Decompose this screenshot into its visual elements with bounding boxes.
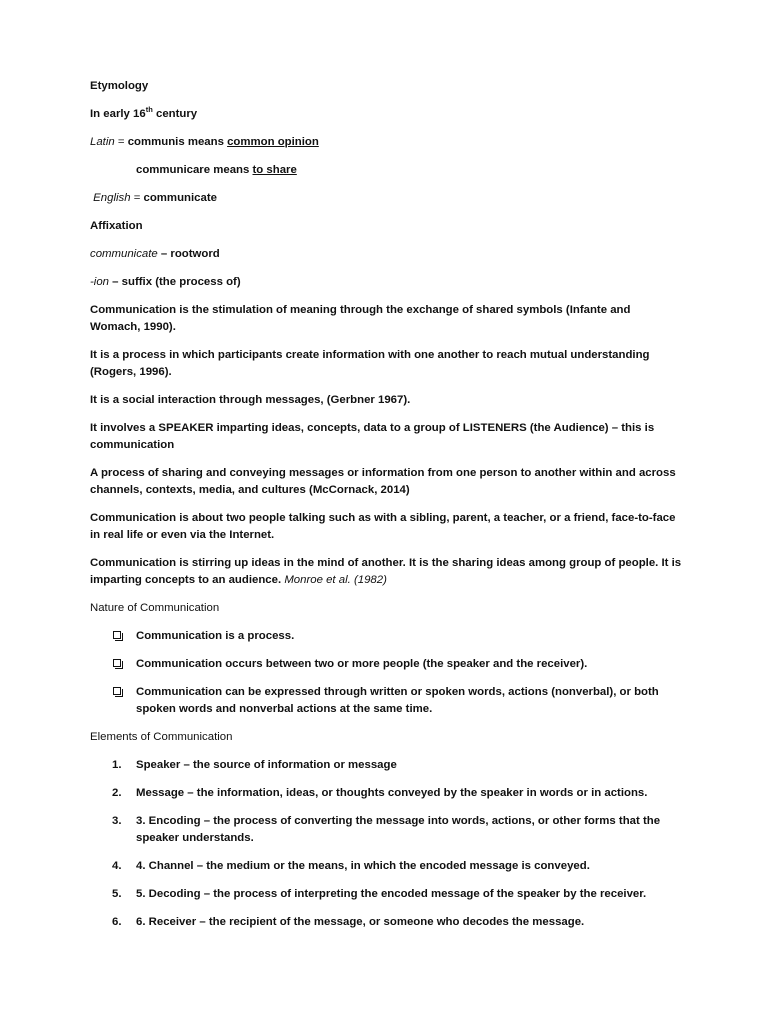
definition-2: It is a process in which participants create information with one another to reach mutual understanding (Rogers, 1996). (90, 349, 650, 378)
checkbox-bullet-icon (113, 659, 121, 667)
nature-heading: Nature of Communication (90, 602, 220, 614)
etymology-heading: Etymology (90, 80, 149, 92)
latin-meaning-common-opinion: common opinion (227, 136, 319, 148)
latin-line-2 (90, 162, 682, 179)
checkbox-bullet-icon (113, 687, 121, 695)
nature-item-text: Communication can be expressed through written or spoken words, actions (nonverbal), or both spoken words and nonverbal actions at the same time. (136, 686, 659, 715)
definition-6 (90, 510, 682, 544)
list-number: 4. (112, 860, 122, 872)
affixation-heading: Affixation (90, 220, 143, 232)
nature-list (90, 628, 682, 718)
definition-7-text: is stirring up ideas in the mind of another. It is the sharing ideas among group of people. It is imparting concepts to an audience. (90, 557, 682, 586)
list-number: 6. (112, 916, 122, 928)
affix-suffix-desc: – suffix (the process of) (109, 276, 241, 288)
list-number: 2. (112, 787, 122, 799)
list-item (90, 785, 682, 802)
definition-6-term: Communication (90, 512, 177, 524)
latin-word-communis: communis means (127, 136, 228, 148)
definition-7-citation: Monroe et al. (1982) (284, 574, 387, 586)
list-item (90, 757, 682, 774)
definition-7 (90, 555, 682, 589)
element-text: 3. Encoding – the process of converting the message into words, actions, or other forms that the speaker understands. (136, 815, 661, 844)
list-item (90, 858, 682, 875)
elements-list (90, 757, 682, 931)
century-text: In early 16 (90, 108, 146, 120)
list-item (90, 886, 682, 903)
list-item (90, 914, 682, 931)
elements-heading: Elements of Communication (90, 731, 233, 743)
affix-root-desc: – rootword (157, 248, 220, 260)
definition-7-term: Communication (90, 557, 177, 569)
element-text: Message – the information, ideas, or thoughts conveyed by the speaker in words or in actions. (136, 787, 648, 799)
list-number: 1. (112, 759, 122, 771)
latin-equals: = (114, 136, 128, 148)
list-item (90, 656, 682, 673)
list-number: 3. (112, 815, 122, 827)
affix-root-line (90, 246, 682, 263)
element-text: 6. Receiver – the recipient of the message, or someone who decodes the message. (136, 916, 585, 928)
century-superscript: th (145, 105, 153, 115)
english-label: English (93, 192, 131, 204)
element-text: Speaker – the source of information or message (136, 759, 397, 771)
english-word: communicate (143, 192, 217, 204)
century-line (90, 106, 682, 123)
latin-word-communicare: communicare means (136, 164, 253, 176)
english-line (90, 190, 682, 207)
definition-1: Communication is the stimulation of meaning through the exchange of shared symbols (Infante and Womach, 1990). (90, 304, 631, 333)
nature-item-text: Communication occurs between two or more people (the speaker and the receiver). (136, 658, 588, 670)
element-text: 5. Decoding – the process of interpreting the encoded message of the speaker by the receiver. (136, 888, 647, 900)
latin-line (90, 134, 682, 151)
definition-5: A process of sharing and conveying messages or information from one person to another within and across channels, contexts, media, and cultures (McCornack, 2014) (90, 467, 676, 496)
definition-4: It involves a SPEAKER imparting ideas, concepts, data to a group of LISTENERS (the Audience) – this is communication (90, 422, 655, 451)
latin-meaning-to-share: to share (252, 164, 297, 176)
element-text: 4. Channel – the medium or the means, in which the encoded message is conveyed. (136, 860, 590, 872)
document-body (90, 78, 682, 942)
list-item (90, 813, 682, 847)
affix-root-term: communicate (90, 248, 158, 260)
definition-6-text: is about two people talking such as with a sibling, parent, a teacher, or a friend, face-to-face in real life or even via the Internet. (90, 512, 676, 541)
english-equals: = (130, 192, 144, 204)
affix-suffix-line (90, 274, 682, 291)
century-suffix: century (152, 108, 198, 120)
nature-item-text: Communication is a process. (136, 630, 295, 642)
list-item (90, 684, 682, 718)
definition-3: It is a social interaction through messages, (Gerbner 1967). (90, 394, 411, 406)
list-number: 5. (112, 888, 122, 900)
list-item (90, 628, 682, 645)
latin-label: Latin (90, 136, 115, 148)
affix-suffix-term: -ion (90, 276, 109, 288)
checkbox-bullet-icon (113, 631, 121, 639)
